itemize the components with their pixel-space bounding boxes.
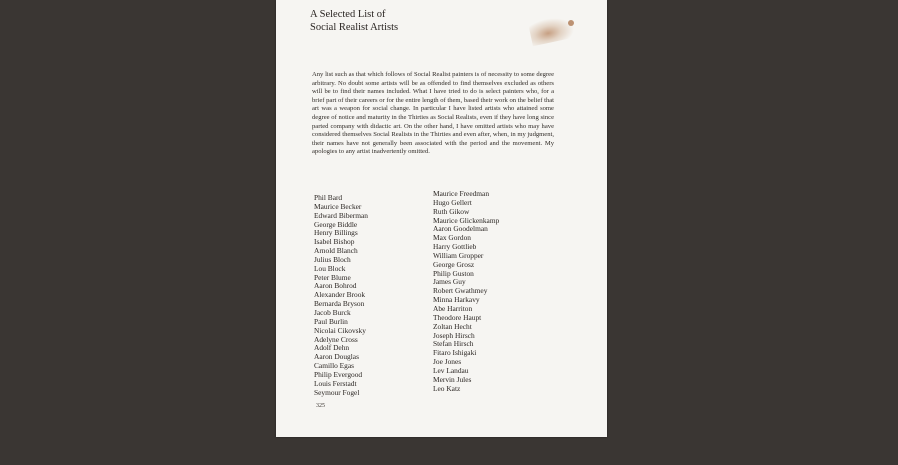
artist-name: Paul Burlin: [314, 316, 348, 326]
artist-name: Philip Evergood: [314, 369, 363, 379]
artist-name: Phil Bard: [314, 193, 343, 202]
artist-name: Zoltan Hecht: [433, 321, 472, 331]
artist-name: Alexander Brook: [314, 290, 366, 300]
artist-name: Nicolai Cikovsky: [314, 325, 366, 335]
artist-name: Camillo Egas: [314, 361, 355, 371]
title-line-2: Social Realist Artists: [310, 21, 399, 33]
stain-spot: [568, 20, 574, 26]
artist-name: Lou Block: [314, 263, 346, 273]
artist-name: Fitaro Ishigaki: [433, 348, 477, 358]
artist-name: Julius Bloch: [314, 254, 351, 264]
page-number: 325: [316, 403, 325, 409]
artist-name: Peter Blume: [314, 272, 351, 282]
artist-name: Edward Biberman: [314, 210, 368, 220]
artist-name: William Gropper: [433, 250, 484, 260]
artist-name: Aaron Goodelman: [433, 224, 488, 234]
page-title: [310, 9, 398, 34]
artist-name: Max Gordon: [433, 233, 471, 243]
artist-name: Hugo Gellert: [433, 197, 472, 207]
artist-name: Leo Katz: [433, 383, 461, 393]
artist-name: Mervin Jules: [433, 374, 472, 384]
artist-name: Isabel Bishop: [314, 237, 355, 247]
artist-name: Adolf Dehn: [314, 343, 350, 353]
artist-name: Ruth Gikow: [433, 206, 470, 216]
artist-name: Aaron Bohrod: [314, 281, 357, 291]
artist-name: Minna Harkavy: [433, 295, 480, 305]
intro-paragraph: Any list such as that which follows of Social Realist painters is of necessity to some degree arbitrary. No doubt some artists will be as offended to find themselves excluded as others will be to find their names included. What I have tried to do is select painters who, for a brief part of their careers or for the entire length of them, based their work on the belief that art was a weapon for social change. In particular I have listed artists who attained some degree of notice and maturity in the Thirties as Social Realists, even if they have long since parted company with didactic art. On the other hand, I have omitted artists who may have considered themselves Social Realists in the Thirties and even after, when, in my judgment, their names have not generally been associated with the period and the movement. My apologies to any artist inadvertently omitted.: [312, 71, 554, 156]
artist-list-right: [433, 190, 499, 393]
artist-name: Arnold Blanch: [314, 246, 358, 256]
artist-name: Maurice Freedman: [433, 189, 490, 198]
artist-name: Philip Guston: [433, 268, 474, 278]
artist-name: Joseph Hirsch: [433, 330, 475, 340]
title-line-1: A Selected List of: [310, 9, 386, 20]
artist-name: Jacob Burck: [314, 307, 351, 317]
artist-name: Abe Harriton: [433, 303, 473, 313]
artist-name: Aaron Douglas: [314, 352, 359, 362]
artist-name: Stefan Hirsch: [433, 339, 474, 349]
artist-name: Theodore Haupt: [433, 312, 482, 322]
artist-name: George Grosz: [433, 259, 475, 269]
artist-name: Lev Landau: [433, 365, 469, 375]
book-page: [276, 0, 607, 437]
artist-name: Adelyne Cross: [314, 334, 358, 344]
artist-name: Maurice Glickenkamp: [433, 215, 500, 225]
artist-name: James Guy: [433, 277, 466, 287]
artist-name: Joe Jones: [433, 357, 462, 367]
artist-list-left: [314, 194, 368, 397]
artist-name: Robert Gwathmey: [433, 286, 488, 296]
stain-mark: [528, 14, 576, 47]
artist-name: Bernarda Bryson: [314, 299, 365, 309]
artist-name: Harry Gottlieb: [433, 242, 477, 252]
artist-name: Maurice Becker: [314, 201, 362, 211]
artist-name: Henry Billings: [314, 228, 358, 238]
artist-name: Louis Ferstadt: [314, 378, 357, 388]
artist-name: George Biddle: [314, 219, 358, 229]
artist-name: Seymour Fogel: [314, 387, 360, 397]
